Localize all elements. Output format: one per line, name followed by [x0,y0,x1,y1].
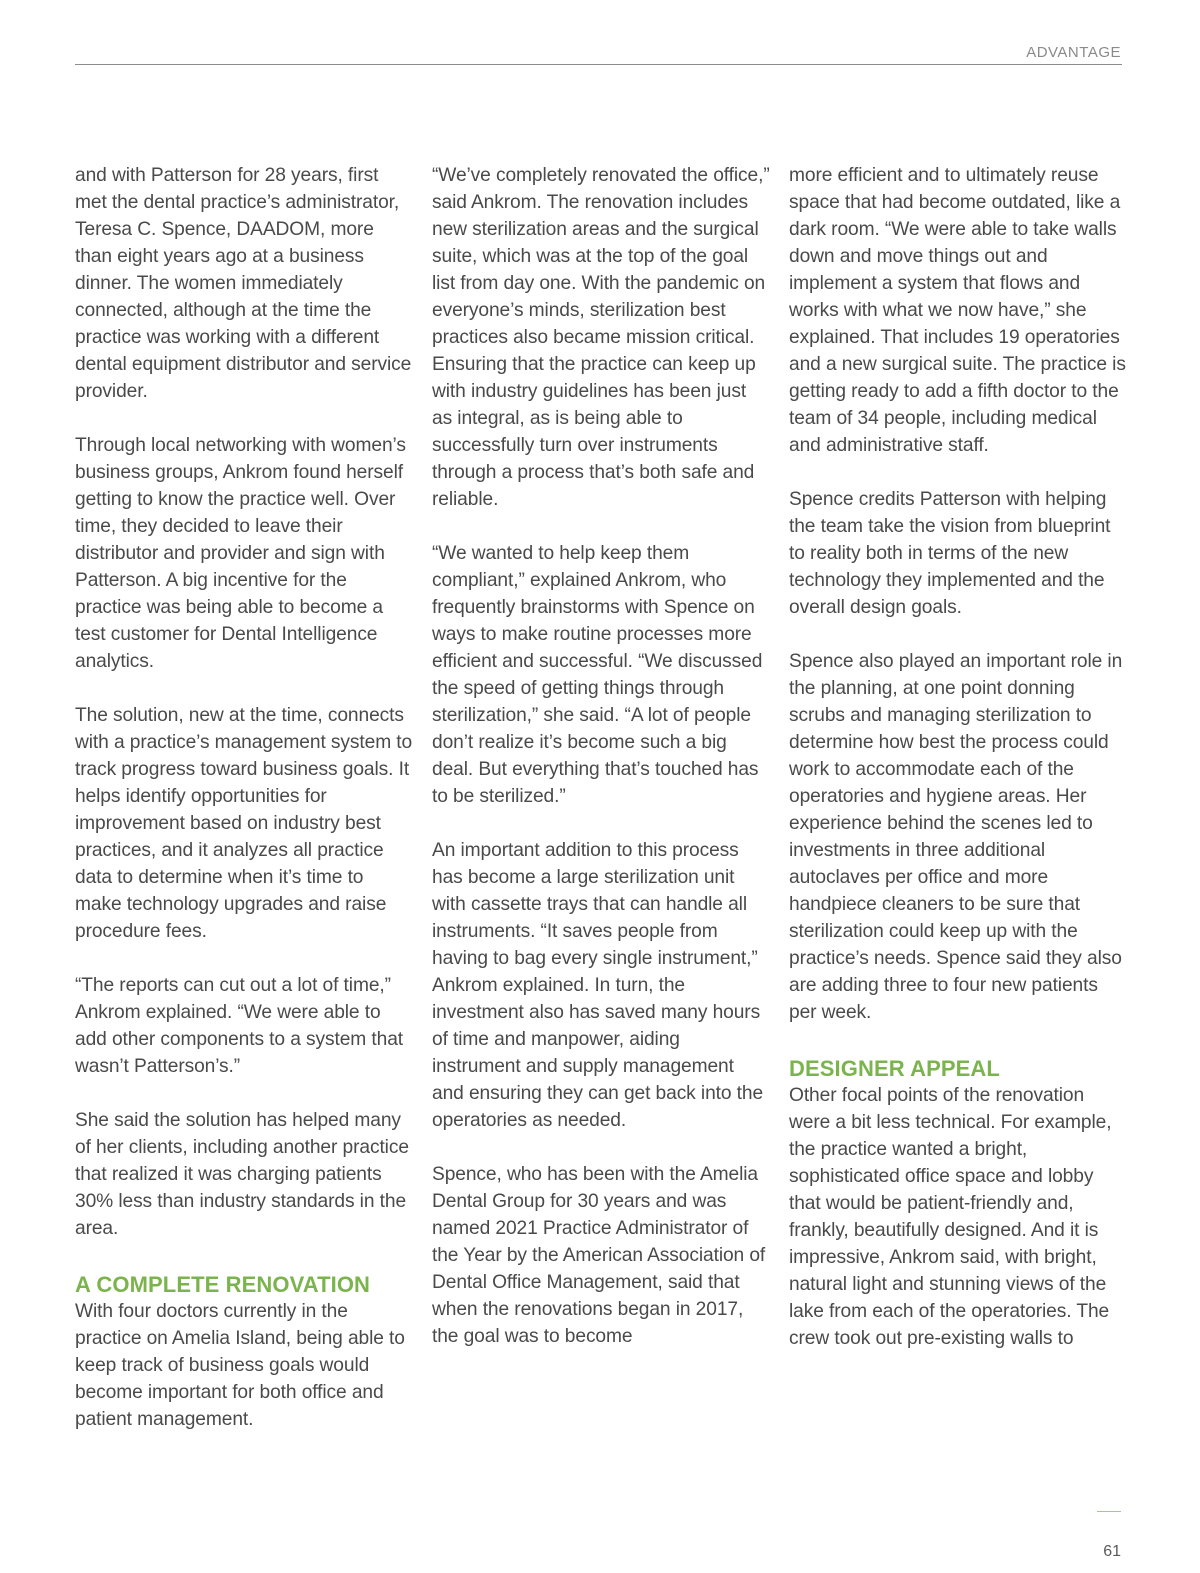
paragraph: An important addition to this process has become a large sterilization unit with cassette trays that can handle all instruments. “It saves people from having to bag every single instrument,” Ankrom explained. In turn, the investment also has saved many hours of time and manpower, aiding instrument and supply management and ensuring they can get back into the operatories as needed. [432,840,764,1131]
paragraph: She said the solution has helped many of her clients, including another practice that realized it was charging patients 30% less than industry standards in the area. [75,1110,409,1239]
paragraph: more efficient and to ultimately reuse space that had become outdated, like a dark room. “We were able to take walls down and move things out and implement a system that flows and works with what we now have,” she explained. That includes 19 operatories and a new surgical suite. The practice is getting ready to add a fifth doctor to the team of 34 people, including medical and administrative staff. [789,165,1126,456]
paragraph: Other focal points of the renovation were a bit less technical. For example, the practice wanted a bright, sophisticated office space and lobby that would be patient-friendly and, frankly, beautifully designed. And it is impressive, Ankrom said, with bright, natural light and stunning views of the lake from each of the operatories. The crew took out pre-existing walls to [789,1085,1112,1349]
paragraph: With four doctors currently in the practice on Amelia Island, being able to keep track of business goals would become important for both office and patient management. [75,1301,405,1430]
paragraph: The solution, new at the time, connects with a practice’s management system to track progress toward business goals. It helps identify opportunities for improvement based on industry best practices, and it analyzes all practice data to determine when it’s time to make technology upgrades and raise procedure fees. [75,705,413,942]
paragraph: Through local networking with women’s business groups, Ankrom found herself getting to know the practice well. Over time, they decided to leave their distributor and provider and sign with Patterson. A big incentive for the practice was being able to become a test customer for Dental Intelligence analytics. [75,435,406,672]
paragraph: “The reports can cut out a lot of time,” Ankrom explained. “We were able to add other components to a system that wasn’t Patterson’s.” [75,975,404,1077]
section-heading-complete-renovation: A COMPLETE RENOVATION [75,1272,371,1297]
paragraph: “We wanted to help keep them compliant,” explained Ankrom, who frequently brainstorms with Spence on ways to make routine processes more efficient and successful. “We discussed the speed of getting things through sterilization,” she said. “A lot of people don’t realize it’s become such a big deal. But everything that’s touched has to be sterilized.” [432,543,763,807]
article-column-3 [789,162,1127,1352]
article-column-1 [75,162,413,1433]
page-number-divider [1097,1511,1121,1512]
section-heading-designer-appeal: DESIGNER APPEAL [789,1056,1000,1081]
paragraph: Spence, who has been with the Amelia Dental Group for 30 years and was named 2021 Practice Administrator of the Year by the American Association of Dental Office Management, said that when the renovations began in 2017, the goal was to become [432,1164,766,1347]
article-column-2 [432,162,770,1350]
running-header-section: ADVANTAGE [1026,44,1121,61]
paragraph: “We’ve completely renovated the office,” said Ankrom. The renovation includes new sterilization areas and the surgical suite, which was at the top of the goal list from day one. With the pandemic on everyone’s minds, sterilization best practices also became mission critical. Ensuring that the practice can keep up with industry guidelines has been just as integral, as is being able to successfully turn over instruments through a process that’s both safe and reliable. [432,165,770,510]
page-number: 61 [1103,1543,1121,1560]
paragraph: Spence also played an important role in the planning, at one point donning scrubs and managing sterilization to determine how best the process could work to accommodate each of the operatories and hygiene areas. Her experience behind the scenes led to investments in three additional autoclaves per office and more handpiece cleaners to be sure that sterilization could keep up with the practice’s needs. Spence said they also are adding three to four new patients per week. [789,651,1123,1023]
paragraph: Spence credits Patterson with helping the team take the vision from blueprint to reality both in terms of the new technology they implemented and the overall design goals. [789,489,1111,618]
paragraph: and with Patterson for 28 years, first met the dental practice’s administrator, Teresa C. Spence, DAADOM, more than eight years ago at a business dinner. The women immediately connected, although at the time the practice was working with a different dental equipment distributor and service provider. [75,165,412,402]
header-divider [75,64,1122,65]
